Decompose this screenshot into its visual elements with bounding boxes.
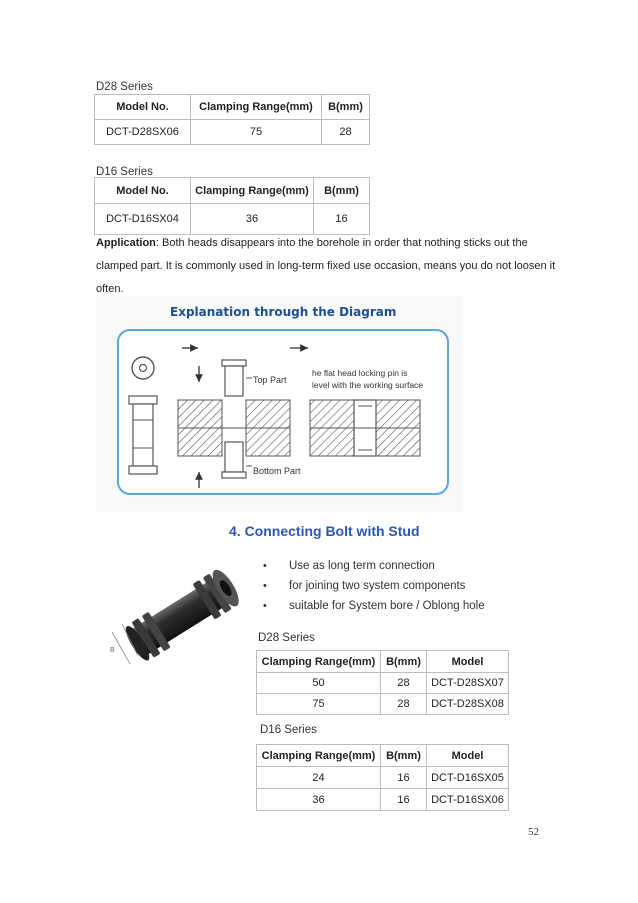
table-cell: 28: [322, 120, 370, 145]
table-header: Clamping Range(mm): [257, 651, 381, 673]
table-cell: 36: [191, 204, 314, 235]
table-row: 24 16 DCT-D16SX05: [257, 767, 509, 789]
table-header: B(mm): [314, 178, 370, 204]
table-header: Model: [427, 651, 509, 673]
top-part-label: Top Part: [253, 375, 287, 385]
table-header: Model No.: [95, 178, 191, 204]
bottom-part-label: Bottom Part: [253, 466, 301, 476]
table-header: Model No.: [95, 95, 191, 120]
application-paragraph: [96, 232, 556, 301]
diagram-note-line-1: he flat head locking pin is: [312, 368, 408, 378]
table-header: B(mm): [381, 651, 427, 673]
list-item: • for joining two system components: [259, 576, 485, 596]
bullet-icon: •: [263, 580, 267, 592]
bullet-icon: •: [263, 600, 267, 612]
diagram-title: Explanation through the Diagram: [170, 305, 397, 319]
dimension-b-label: B: [110, 647, 115, 654]
explanation-diagram: [96, 296, 463, 512]
table-row: [95, 204, 370, 235]
table-header: B(mm): [322, 95, 370, 120]
bullet-icon: •: [263, 560, 267, 572]
application-text-3: often.: [96, 283, 124, 295]
table-header: B(mm): [381, 745, 427, 767]
table-row: 50 28 DCT-D28SX07: [257, 673, 509, 694]
table-row: 75 28 DCT-D28SX08: [257, 694, 509, 715]
d28-series-table-bottom: [256, 650, 509, 715]
d16-series-table-top: [94, 177, 370, 235]
table-cell: DCT-D28SX06: [95, 120, 191, 145]
d28-series-caption-bottom: D28 Series: [258, 632, 315, 644]
table-header: Clamping Range(mm): [191, 178, 314, 204]
diagram-note-line-2: level with the working surface: [312, 380, 424, 390]
table-header: Model: [427, 745, 509, 767]
table-row: 36 16 DCT-D16SX06: [257, 789, 509, 811]
table-cell: 75: [191, 120, 322, 145]
table-header: Clamping Range(mm): [257, 745, 381, 767]
table-row: [95, 120, 370, 145]
d28-series-table-top: [94, 94, 370, 145]
section-heading: 4. Connecting Bolt with Stud: [229, 523, 420, 539]
table-cell: 16: [314, 204, 370, 235]
application-text-2: clamped part. It is commonly used in long-term fixed use occasion, means you do not loosen it: [96, 260, 556, 272]
table-header: Clamping Range(mm): [191, 95, 322, 120]
list-item: • suitable for System bore / Oblong hole: [259, 596, 485, 616]
d16-series-table-bottom: [256, 744, 509, 811]
d28-series-caption-top: D28 Series: [96, 81, 153, 93]
feature-list: [259, 556, 485, 616]
list-item: • Use as long term connection: [259, 556, 485, 576]
connecting-bolt-image: [108, 560, 258, 672]
application-label: Application: [96, 237, 156, 249]
d16-series-caption-bottom: D16 Series: [260, 724, 317, 736]
application-text-1: : Both heads disappears into the borehole in order that nothing sticks out the: [155, 237, 528, 249]
page-number: 52: [528, 826, 539, 838]
d16-series-caption-top: D16 Series: [96, 166, 153, 178]
table-cell: DCT-D16SX04: [95, 204, 191, 235]
